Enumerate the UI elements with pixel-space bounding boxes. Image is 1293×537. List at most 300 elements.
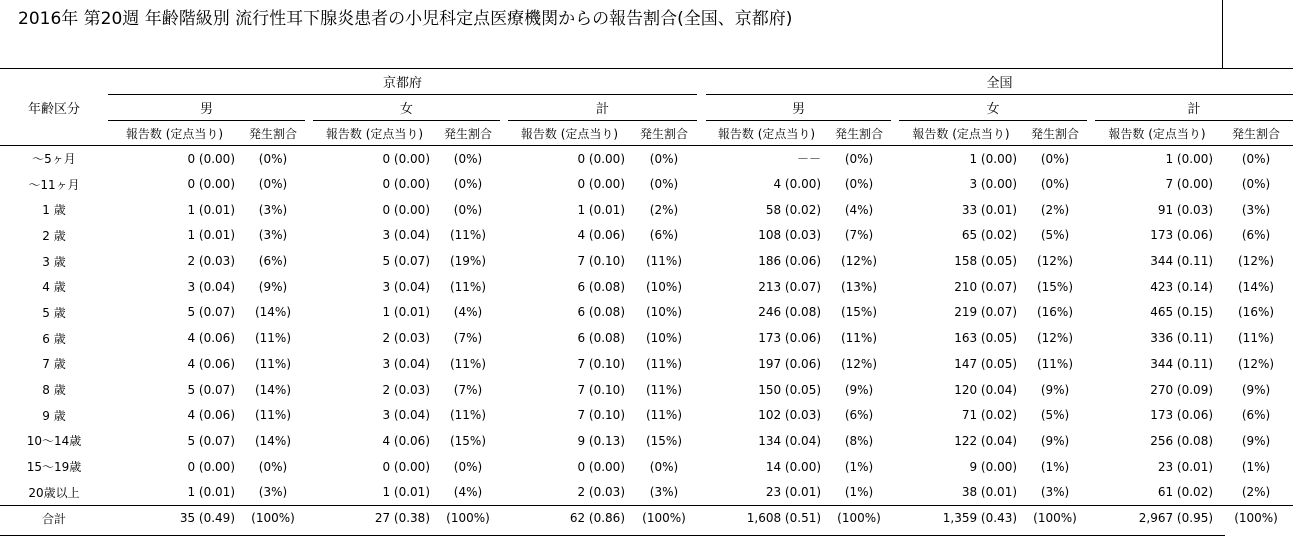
- age-label: 合計: [0, 505, 108, 531]
- rate-subheader: 発生割合: [443, 126, 492, 141]
- cell-gap: [1087, 325, 1095, 351]
- count-cell: 5 (0.07): [382, 254, 430, 269]
- count-cell: 344 (0.11): [1150, 254, 1214, 269]
- count-cell: 256 (0.08): [1150, 433, 1214, 448]
- cell-gap: [697, 377, 706, 403]
- count-cell: 0 (0.00): [577, 177, 625, 192]
- count-cell: 7 (0.10): [577, 382, 625, 397]
- count-cell: 9 (0.00): [969, 459, 1018, 474]
- count-cell: 108 (0.03): [758, 228, 822, 243]
- count-cell: 0 (0.00): [382, 177, 430, 192]
- age-label: 9 歳: [42, 408, 66, 423]
- rate-cell: (9%): [1040, 433, 1070, 448]
- cell-gap: [1087, 505, 1095, 531]
- count-cell: 186 (0.06): [758, 254, 822, 269]
- count-cell: 0 (0.00): [382, 202, 430, 217]
- count-cell: 91 (0.03): [1157, 202, 1214, 217]
- count-cell: 1 (0.01): [187, 202, 235, 217]
- cell-gap: [697, 223, 706, 249]
- count-cell: 0 (0.00): [577, 459, 625, 474]
- count-cell: 120 (0.04): [954, 382, 1018, 397]
- table-bottom-line: [0, 535, 1225, 536]
- cell-gap: [305, 428, 313, 454]
- rate-cell: (0%): [453, 202, 483, 217]
- count-cell: 7 (0.10): [577, 254, 625, 269]
- rate-cell: (16%): [1036, 305, 1074, 320]
- rate-cell: (5%): [1040, 408, 1070, 423]
- table-row: [0, 248, 1293, 274]
- count-cell: 38 (0.01): [961, 485, 1018, 500]
- cell-gap: [697, 351, 706, 377]
- count-cell: 1,608 (0.51): [706, 505, 827, 531]
- rate-cell: (11%): [1036, 356, 1074, 371]
- rate-cell: (6%): [1241, 408, 1271, 423]
- cell-gap: [500, 505, 508, 531]
- cell-gap: [500, 479, 508, 505]
- count-cell: 173 (0.06): [758, 331, 822, 346]
- cell-gap: [500, 402, 508, 428]
- cell-gap: [1087, 171, 1095, 197]
- rate-cell: (100%): [827, 505, 891, 531]
- cell-gap: [500, 428, 508, 454]
- count-cell: 213 (0.07): [758, 279, 822, 294]
- cell-gap: [305, 351, 313, 377]
- subheader-gap: [891, 121, 899, 146]
- count-cell: 65 (0.02): [961, 228, 1018, 243]
- sex-header-kyoto-male: 男: [108, 95, 305, 121]
- count-cell: 61 (0.02): [1157, 485, 1214, 500]
- count-cell: 0 (0.00): [313, 146, 436, 172]
- cell-gap: [1087, 428, 1095, 454]
- table-row: [0, 274, 1293, 300]
- rate-cell: (2%): [1040, 202, 1070, 217]
- cell-gap: [305, 402, 313, 428]
- count-cell: 102 (0.03): [758, 408, 822, 423]
- cell-gap: [1087, 454, 1095, 480]
- rate-cell: (7%): [844, 228, 874, 243]
- age-label: 20歳以上: [28, 485, 80, 500]
- count-cell: 2 (0.03): [382, 331, 430, 346]
- age-label: 3 歳: [42, 254, 66, 269]
- rate-cell: (11%): [1238, 331, 1275, 346]
- count-cell: 4 (0.06): [187, 331, 235, 346]
- total-row: [0, 505, 1293, 531]
- cell-gap: [305, 171, 313, 197]
- count-cell: 3 (0.04): [187, 279, 235, 294]
- rate-cell: (0%): [436, 146, 500, 172]
- rate-cell: (0%): [649, 177, 679, 192]
- cell-gap: [1087, 146, 1095, 172]
- rate-cell: (11%): [840, 331, 878, 346]
- cell-gap: [891, 300, 899, 326]
- rate-cell: (100%): [241, 505, 305, 531]
- age-label: ～11ヶ月: [28, 177, 80, 192]
- table-row: [0, 223, 1293, 249]
- count-cell: 1 (0.00): [1095, 146, 1219, 172]
- cell-gap: [500, 454, 508, 480]
- cell-gap: [305, 377, 313, 403]
- age-group-header: 年齢区分: [0, 69, 108, 146]
- table-row: [0, 146, 1293, 172]
- rate-cell: (1%): [844, 459, 874, 474]
- age-label: 6 歳: [42, 331, 66, 346]
- rate-cell: (14%): [1238, 279, 1275, 294]
- count-cell: 197 (0.06): [758, 356, 822, 371]
- count-cell: 246 (0.08): [758, 305, 822, 320]
- rate-cell: (6%): [649, 228, 679, 243]
- sex-header-national-total: 計: [1095, 95, 1293, 121]
- count-cell: 4 (0.06): [577, 228, 625, 243]
- cell-gap: [891, 505, 899, 531]
- rate-cell: (16%): [1238, 305, 1275, 320]
- cell-gap: [500, 377, 508, 403]
- count-cell: 219 (0.07): [954, 305, 1018, 320]
- count-subheader: 報告数 (定点当り): [520, 126, 619, 141]
- count-cell: 71 (0.02): [961, 408, 1018, 423]
- count-cell: 150 (0.05): [758, 382, 822, 397]
- age-label: ～5ヶ月: [0, 146, 108, 172]
- cell-gap: [891, 223, 899, 249]
- rate-cell: (12%): [840, 254, 878, 269]
- table-row: [0, 402, 1293, 428]
- count-cell: 1 (0.01): [187, 228, 235, 243]
- cell-gap: [1087, 197, 1095, 223]
- age-label: 8 歳: [42, 383, 66, 398]
- count-cell: 3 (0.00): [969, 177, 1018, 192]
- right-border: [1222, 0, 1223, 68]
- rate-cell: (11%): [645, 382, 683, 397]
- rate-cell: (6%): [1241, 228, 1271, 243]
- rate-cell: (11%): [645, 254, 683, 269]
- count-cell: 0 (0.00): [382, 459, 430, 474]
- rate-cell: (0%): [241, 146, 305, 172]
- rate-cell: (13%): [840, 279, 878, 294]
- count-cell: 423 (0.14): [1150, 279, 1214, 294]
- age-report-table: [0, 68, 1293, 531]
- rate-cell: (15%): [1036, 279, 1074, 294]
- count-cell: 4 (0.06): [382, 433, 430, 448]
- rate-cell: (2%): [649, 202, 679, 217]
- cell-gap: [1087, 248, 1095, 274]
- rate-cell: (3%): [258, 202, 288, 217]
- cell-gap: [697, 428, 706, 454]
- region-gap: [697, 69, 706, 95]
- count-cell: 158 (0.05): [954, 254, 1018, 269]
- rate-cell: (15%): [840, 305, 878, 320]
- rate-cell: (0%): [453, 177, 483, 192]
- rate-cell: (9%): [844, 382, 874, 397]
- count-cell: 2 (0.03): [187, 254, 235, 269]
- rate-subheader: 発生割合: [640, 126, 689, 141]
- rate-cell: (2%): [1241, 485, 1271, 500]
- cell-gap: [697, 402, 706, 428]
- rate-cell: (12%): [840, 356, 878, 371]
- sex-gap: [1087, 95, 1095, 121]
- count-cell: 344 (0.11): [1150, 356, 1214, 371]
- rate-cell: (11%): [645, 408, 683, 423]
- cell-gap: [697, 479, 706, 505]
- rate-cell: (11%): [645, 356, 683, 371]
- rate-subheader: 発生割合: [248, 126, 297, 141]
- cell-gap: [1087, 479, 1095, 505]
- rate-cell: (9%): [1241, 433, 1271, 448]
- count-cell: 163 (0.05): [954, 331, 1018, 346]
- rate-cell: (100%): [436, 505, 500, 531]
- cell-gap: [1087, 274, 1095, 300]
- count-cell: 5 (0.07): [187, 433, 235, 448]
- cell-gap: [305, 223, 313, 249]
- rate-cell: (1%): [844, 485, 874, 500]
- rate-cell: (100%): [631, 505, 697, 531]
- count-cell: 7 (0.10): [577, 408, 625, 423]
- table-row: [0, 454, 1293, 480]
- rate-cell: (10%): [645, 331, 683, 346]
- cell-gap: [891, 274, 899, 300]
- table-row: [0, 377, 1293, 403]
- cell-gap: [891, 248, 899, 274]
- count-cell: 23 (0.01): [765, 485, 822, 500]
- cell-gap: [500, 325, 508, 351]
- table-row: [0, 325, 1293, 351]
- rate-cell: (19%): [449, 254, 487, 269]
- rate-cell: (0%): [844, 177, 874, 192]
- cell-gap: [305, 454, 313, 480]
- cell-gap: [500, 248, 508, 274]
- cell-gap: [500, 223, 508, 249]
- age-label: 7 歳: [42, 357, 66, 372]
- count-cell: 6 (0.08): [577, 279, 625, 294]
- count-cell: 1 (0.01): [577, 202, 625, 217]
- table-row: [0, 197, 1293, 223]
- rate-subheader: 発生割合: [835, 126, 884, 141]
- rate-cell: (12%): [1238, 356, 1275, 371]
- rate-cell: (11%): [254, 331, 292, 346]
- rate-cell: (14%): [254, 382, 292, 397]
- count-cell: 210 (0.07): [954, 279, 1018, 294]
- rate-cell: (11%): [449, 228, 487, 243]
- sex-gap: [891, 95, 899, 121]
- count-cell: 35 (0.49): [108, 505, 241, 531]
- cell-gap: [697, 300, 706, 326]
- cell-gap: [305, 274, 313, 300]
- rate-cell: (9%): [258, 279, 288, 294]
- count-cell: 2 (0.03): [382, 382, 430, 397]
- count-subheader: 報告数 (定点当り): [717, 126, 816, 141]
- rate-cell: (6%): [258, 254, 288, 269]
- rate-cell: (0%): [1040, 177, 1070, 192]
- rate-cell: (1%): [1040, 459, 1070, 474]
- table-row: [0, 428, 1293, 454]
- table-row: [0, 171, 1293, 197]
- cell-gap: [697, 171, 706, 197]
- rate-cell: (11%): [449, 408, 487, 423]
- count-cell: 1 (0.01): [382, 485, 430, 500]
- cell-gap: [500, 146, 508, 172]
- count-cell: 33 (0.01): [961, 202, 1018, 217]
- cell-gap: [891, 479, 899, 505]
- count-cell: 0 (0.00): [187, 177, 235, 192]
- count-cell: 1,359 (0.43): [899, 505, 1023, 531]
- cell-gap: [891, 428, 899, 454]
- cell-gap: [500, 351, 508, 377]
- count-cell: 62 (0.86): [508, 505, 631, 531]
- rate-cell: (3%): [649, 485, 679, 500]
- count-cell: 270 (0.09): [1150, 382, 1214, 397]
- table-row: [0, 479, 1293, 505]
- table-row: [0, 351, 1293, 377]
- cell-gap: [697, 248, 706, 274]
- rate-cell: (0%): [1241, 177, 1271, 192]
- rate-cell: (100%): [1023, 505, 1087, 531]
- count-cell: 0 (0.00): [508, 146, 631, 172]
- rate-cell: (0%): [631, 146, 697, 172]
- age-label: 5 歳: [42, 305, 66, 320]
- rate-cell: (15%): [449, 433, 487, 448]
- cell-gap: [305, 146, 313, 172]
- count-cell: 58 (0.02): [765, 202, 822, 217]
- count-cell: 3 (0.04): [382, 228, 430, 243]
- count-cell: 134 (0.04): [758, 433, 822, 448]
- cell-gap: [1087, 377, 1095, 403]
- rate-cell: (6%): [844, 408, 874, 423]
- rate-cell: (12%): [1036, 254, 1074, 269]
- cell-gap: [891, 402, 899, 428]
- cell-gap: [697, 146, 706, 172]
- rate-cell: (8%): [844, 433, 874, 448]
- rate-cell: (100%): [1219, 505, 1293, 531]
- age-label: 15～19歳: [26, 460, 82, 475]
- count-subheader: 報告数 (定点当り): [912, 126, 1010, 141]
- subheader-gap: [305, 121, 313, 146]
- rate-cell: (9%): [1241, 382, 1271, 397]
- region-header-national: 全国: [706, 69, 1293, 95]
- rate-cell: (14%): [254, 433, 292, 448]
- count-cell: 173 (0.06): [1150, 408, 1214, 423]
- rate-cell: (4%): [844, 202, 874, 217]
- rate-cell: (10%): [645, 305, 683, 320]
- cell-gap: [891, 146, 899, 172]
- cell-gap: [305, 479, 313, 505]
- cell-gap: [891, 171, 899, 197]
- rate-cell: (0%): [258, 459, 288, 474]
- count-cell: 14 (0.00): [765, 459, 822, 474]
- cell-gap: [891, 377, 899, 403]
- count-cell: 1 (0.00): [899, 146, 1023, 172]
- rate-cell: (7%): [453, 331, 483, 346]
- count-cell: 122 (0.04): [954, 433, 1018, 448]
- rate-cell: (12%): [1238, 254, 1275, 269]
- cell-gap: [697, 454, 706, 480]
- sex-gap: [500, 95, 508, 121]
- cell-gap: [697, 274, 706, 300]
- rate-cell: (9%): [1040, 382, 1070, 397]
- count-cell: 147 (0.05): [954, 356, 1018, 371]
- count-cell: 2 (0.03): [577, 485, 625, 500]
- rate-cell: (5%): [1040, 228, 1070, 243]
- rate-cell: (15%): [645, 433, 683, 448]
- count-subheader: 報告数 (定点当り): [125, 126, 224, 141]
- rate-cell: (3%): [258, 228, 288, 243]
- cell-gap: [500, 274, 508, 300]
- rate-cell: (0%): [649, 459, 679, 474]
- rate-cell: (0%): [1023, 146, 1087, 172]
- rate-cell: (0%): [258, 177, 288, 192]
- cell-gap: [500, 171, 508, 197]
- page-title: 2016年 第20週 年齢階級別 流行性耳下腺炎患者の小児科定点医療機関からの報告割合(全国、京都府): [18, 9, 793, 29]
- count-cell: 2,967 (0.95): [1095, 505, 1219, 531]
- count-cell: 1 (0.01): [187, 485, 235, 500]
- cell-gap: [500, 300, 508, 326]
- cell-gap: [305, 248, 313, 274]
- count-cell: 4 (0.06): [187, 356, 235, 371]
- count-cell: 336 (0.11): [1150, 331, 1214, 346]
- sex-header-kyoto-total: 計: [508, 95, 697, 121]
- region-header-kyoto: 京都府: [108, 69, 697, 95]
- age-label: 1 歳: [42, 203, 66, 218]
- rate-cell: (12%): [1036, 331, 1074, 346]
- count-cell: 6 (0.08): [577, 305, 625, 320]
- cell-gap: [1087, 300, 1095, 326]
- cell-gap: [1087, 402, 1095, 428]
- cell-gap: [305, 325, 313, 351]
- rate-subheader: 発生割合: [1031, 126, 1080, 141]
- rate-cell: (0%): [827, 146, 891, 172]
- sex-gap: [697, 95, 706, 121]
- cell-gap: [305, 300, 313, 326]
- cell-gap: [305, 505, 313, 531]
- rate-cell: (1%): [1241, 459, 1271, 474]
- sex-header-national-male: 男: [706, 95, 891, 121]
- sex-header-kyoto-female: 女: [313, 95, 500, 121]
- count-cell: 0 (0.00): [187, 459, 235, 474]
- cell-gap: [891, 454, 899, 480]
- sex-header-national-female: 女: [899, 95, 1087, 121]
- cell-gap: [1087, 351, 1095, 377]
- cell-gap: [305, 197, 313, 223]
- count-cell: 3 (0.04): [382, 408, 430, 423]
- count-cell: 465 (0.15): [1150, 305, 1214, 320]
- cell-gap: [697, 197, 706, 223]
- count-cell: 23 (0.01): [1157, 459, 1214, 474]
- rate-cell: (10%): [645, 279, 683, 294]
- count-cell: 0 (0.00): [108, 146, 241, 172]
- rate-cell: (3%): [258, 485, 288, 500]
- rate-cell: (14%): [254, 305, 292, 320]
- count-cell: 5 (0.07): [187, 305, 235, 320]
- rate-cell: (3%): [1241, 202, 1271, 217]
- count-cell: 173 (0.06): [1150, 228, 1214, 243]
- rate-cell: (4%): [453, 485, 483, 500]
- count-cell: 9 (0.13): [577, 433, 625, 448]
- cell-gap: [697, 505, 706, 531]
- rate-cell: (7%): [453, 382, 483, 397]
- cell-gap: [500, 197, 508, 223]
- count-cell: 4 (0.06): [187, 408, 235, 423]
- rate-subheader: 発生割合: [1232, 126, 1281, 141]
- count-cell: 7 (0.10): [577, 356, 625, 371]
- count-cell: 27 (0.38): [313, 505, 436, 531]
- count-cell: 6 (0.08): [577, 331, 625, 346]
- count-cell: 7 (0.00): [1165, 177, 1214, 192]
- rate-cell: (4%): [453, 305, 483, 320]
- cell-gap: [697, 325, 706, 351]
- rate-cell: (0%): [453, 459, 483, 474]
- subheader-gap: [500, 121, 508, 146]
- cell-gap: [891, 325, 899, 351]
- cell-gap: [891, 351, 899, 377]
- rate-cell: (3%): [1040, 485, 1070, 500]
- cell-gap: [891, 197, 899, 223]
